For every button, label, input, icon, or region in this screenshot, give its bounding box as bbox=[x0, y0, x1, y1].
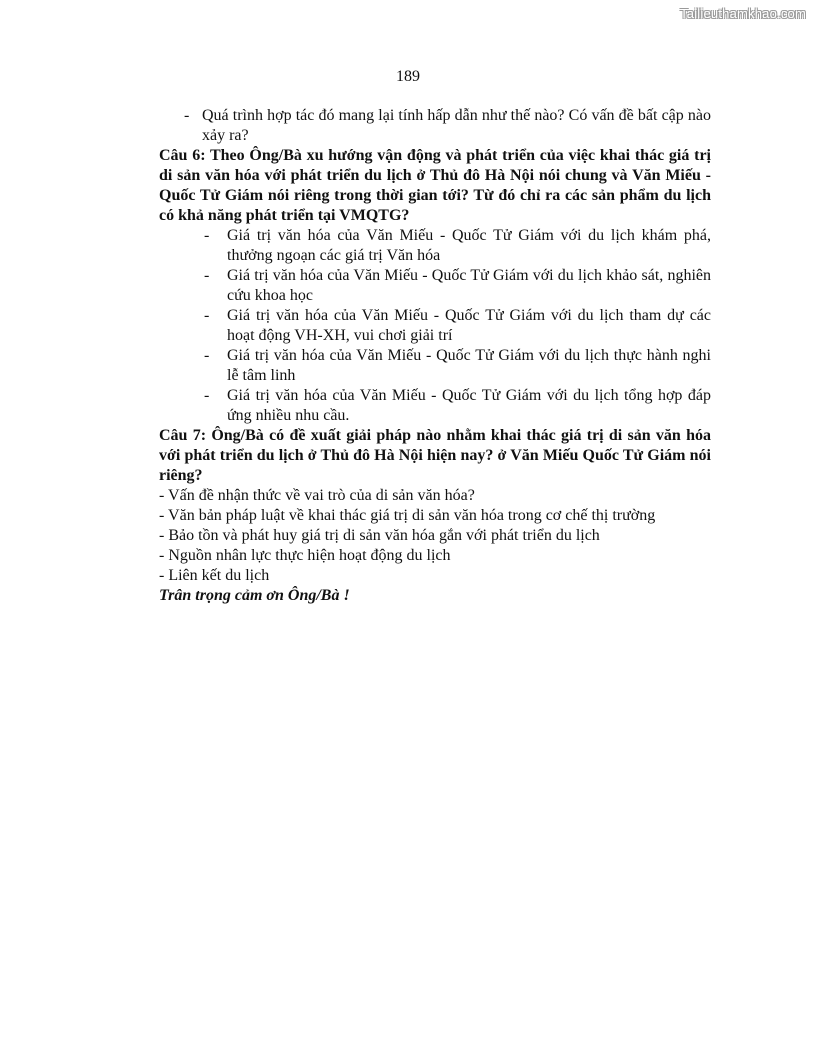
list-dash: - bbox=[184, 107, 190, 124]
list-dash: - bbox=[204, 227, 210, 244]
list-dash: - bbox=[204, 387, 210, 404]
list-item-text: Giá trị văn hóa của Văn Miếu - Quốc Tử Giám với du lịch khám phá, thưởng ngoạn các giá trị Văn hóa bbox=[227, 227, 711, 264]
question-7-heading: Câu 7: Ông/Bà có đề xuất giải pháp nào nhằm khai thác giá trị di sản văn hóa với phát triển du lịch ở Thủ đô Hà Nội hiện nay? ở Văn Miếu Quốc Tử Giám nói riêng? bbox=[159, 427, 711, 484]
list-item bbox=[159, 346, 711, 386]
question-6-list bbox=[159, 226, 711, 426]
list-dash: - bbox=[204, 267, 210, 284]
solution-item: - Liên kết du lịch bbox=[159, 567, 270, 584]
list-item-text: Giá trị văn hóa của Văn Miếu - Quốc Tử Giám với du lịch khảo sát, nghiên cứu khoa học bbox=[227, 267, 711, 304]
solution-item: - Vấn đề nhận thức về vai trò của di sản văn hóa? bbox=[159, 487, 475, 504]
list-item bbox=[159, 266, 711, 306]
list-item-text: Giá trị văn hóa của Văn Miếu - Quốc Tử Giám với du lịch thực hành nghi lễ tâm linh bbox=[227, 347, 711, 384]
solution-item: - Bảo tồn và phát huy giá trị di sản văn hóa gắn với phát triển du lịch bbox=[159, 527, 600, 544]
question-6-heading: Câu 6: Theo Ông/Bà xu hướng vận động và phát triển của việc khai thác giá trị di sản văn hóa với phát triển du lịch ở Thủ đô Hà Nội nói chung và Văn Miếu - Quốc Tử Giám nói riêng trong thời gian tới? Từ đó chỉ ra các sản phẩm du lịch có khả năng phát triển tại VMQTG? bbox=[159, 147, 711, 224]
list-dash: - bbox=[204, 347, 210, 364]
list-item bbox=[159, 386, 711, 426]
list-item-text: Giá trị văn hóa của Văn Miếu - Quốc Tử Giám với du lịch tham dự các hoạt động VH-XH, vui chơi giải trí bbox=[227, 307, 711, 344]
solution-item: - Nguồn nhân lực thực hiện hoạt động du lịch bbox=[159, 547, 451, 564]
watermark-text: Tailieuthamkhao.com bbox=[680, 6, 806, 21]
page-number: 189 bbox=[396, 68, 420, 85]
closing-thanks: Trân trọng cảm ơn Ông/Bà ! bbox=[159, 587, 350, 604]
question-7-list bbox=[159, 486, 711, 586]
solution-item: - Văn bản pháp luật về khai thác giá trị di sản văn hóa trong cơ chế thị trường bbox=[159, 507, 656, 524]
list-item-text: Quá trình hợp tác đó mang lại tính hấp dẫn như thế nào? Có vấn đề bất cập nào xảy ra? bbox=[202, 107, 711, 144]
list-item bbox=[159, 226, 711, 266]
document-body bbox=[159, 106, 711, 606]
intro-list-item bbox=[159, 106, 711, 146]
list-dash: - bbox=[204, 307, 210, 324]
list-item-text: Giá trị văn hóa của Văn Miếu - Quốc Tử Giám với du lịch tổng hợp đáp ứng nhiều nhu cầu. bbox=[227, 387, 711, 424]
list-item bbox=[159, 306, 711, 346]
